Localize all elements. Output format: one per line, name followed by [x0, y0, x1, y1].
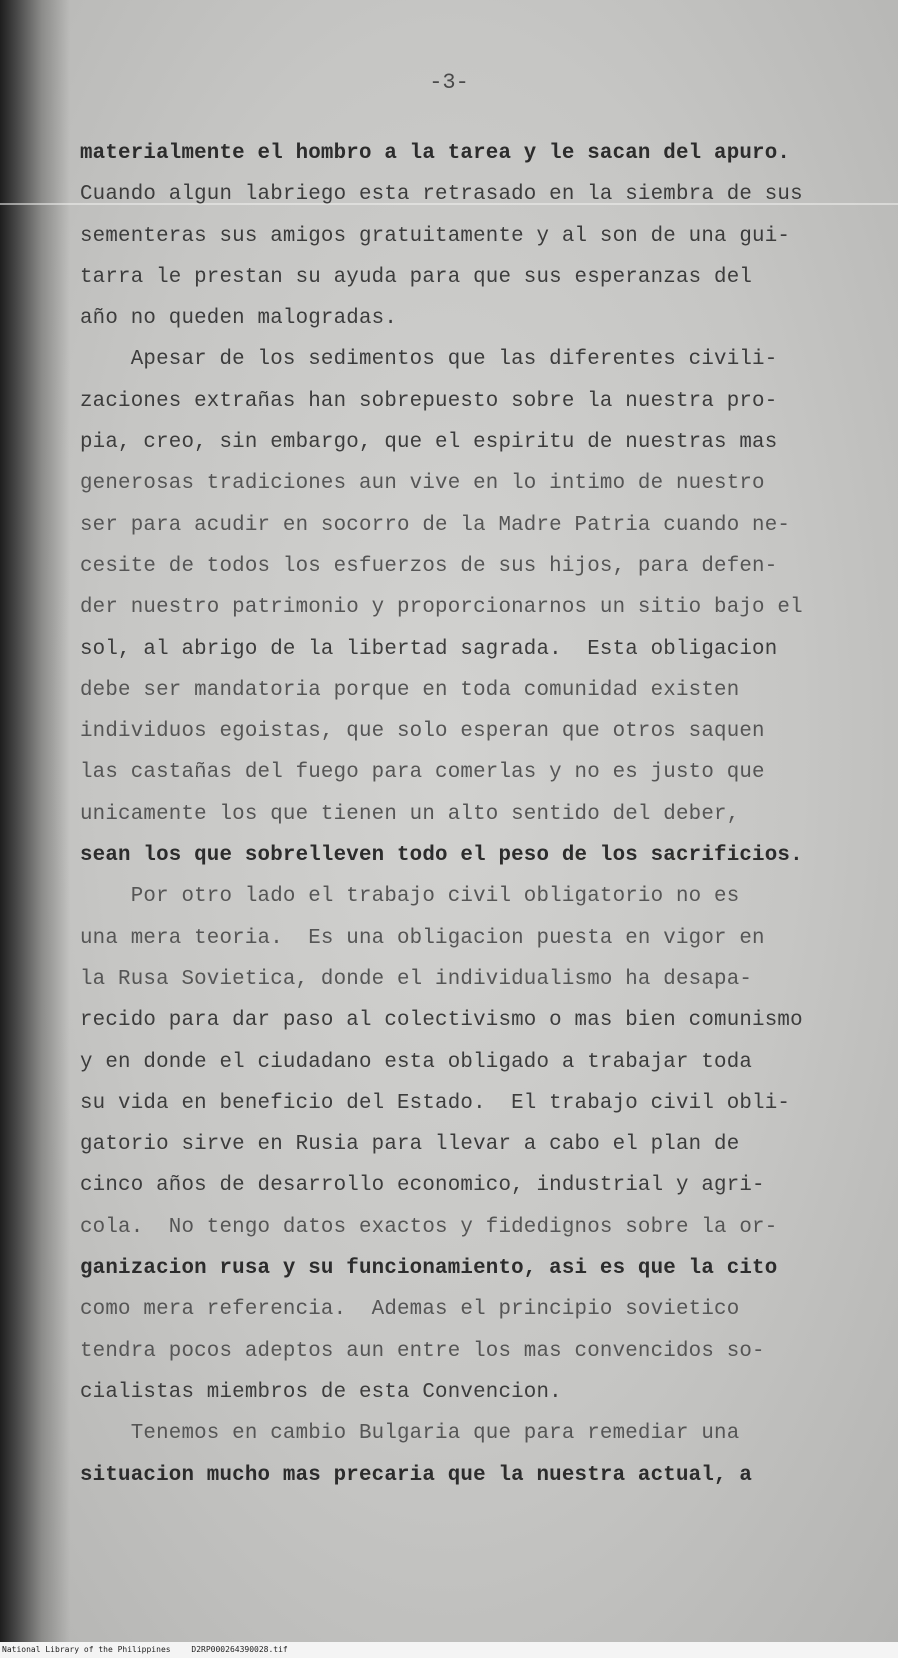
text-line: zaciones extrañas han sobrepuesto sobre la nuestra pro-: [80, 389, 778, 413]
text-line: cialistas miembros de esta Convencion.: [80, 1380, 562, 1404]
text-line: Cuando algun labriego esta retrasado en la siembra de sus: [80, 183, 803, 207]
text-line: y en donde el ciudadano esta obligado a trabajar toda: [80, 1050, 753, 1074]
text-line: situacion mucho mas precaria que la nuestra actual, a: [80, 1463, 753, 1487]
text-line: su vida en beneficio del Estado. El trabajo civil obli-: [80, 1091, 791, 1115]
text-line: Por otro lado el trabajo civil obligatorio no es: [80, 885, 740, 909]
text-line: las castañas del fuego para comerlas y no es justo que: [80, 761, 765, 785]
text-line: sementeras sus amigos gratuitamente y al son de una gui-: [80, 224, 791, 248]
text-line: una mera teoria. Es una obligacion puesta en vigor en: [80, 926, 765, 950]
text-line: como mera referencia. Ademas el principio sovietico: [80, 1298, 740, 1322]
scan-shadow-edge: [0, 0, 70, 1642]
text-line: generosas tradiciones aun vive en lo intimo de nuestro: [80, 472, 765, 496]
text-line: cola. No tengo datos exactos y fidedignos sobre la or-: [80, 1215, 778, 1239]
text-line: cesite de todos los esfuerzos de sus hijos, para defen-: [80, 554, 778, 578]
text-line: Apesar de los sedimentos que las diferentes civili-: [80, 348, 778, 372]
text-line: sol, al abrigo de la libertad sagrada. Esta obligacion: [80, 637, 778, 661]
footer-library: National Library of the Philippines: [2, 1645, 171, 1654]
text-line: año no queden malogradas.: [80, 307, 398, 331]
text-line: unicamente los que tienen un alto sentido del deber,: [80, 802, 740, 826]
page-number: -3-: [429, 70, 469, 95]
text-line: ganizacion rusa y su funcionamiento, asi es que la cito: [80, 1257, 778, 1281]
document-body: [80, 133, 840, 1496]
text-line: recido para dar paso al colectivismo o mas bien comunismo: [80, 1009, 803, 1033]
text-line: tarra le prestan su ayuda para que sus esperanzas del: [80, 265, 753, 289]
text-line: Tenemos en cambio Bulgaria que para remediar una: [80, 1422, 740, 1446]
text-line: tendra pocos adeptos aun entre los mas convencidos so-: [80, 1339, 765, 1363]
text-line: cinco años de desarrollo economico, industrial y agri-: [80, 1174, 765, 1198]
text-line: der nuestro patrimonio y proporcionarnos un sitio bajo el: [80, 596, 803, 620]
text-line: gatorio sirve en Rusia para llevar a cabo el plan de: [80, 1133, 740, 1157]
scan-footer: [0, 1642, 898, 1658]
text-line: pia, creo, sin embargo, que el espiritu de nuestras mas: [80, 431, 778, 455]
text-line: debe ser mandatoria porque en toda comunidad existen: [80, 678, 740, 702]
text-line: ser para acudir en socorro de la Madre Patria cuando ne-: [80, 513, 791, 537]
text-line: sean los que sobrelleven todo el peso de los sacrificios.: [80, 844, 803, 868]
text-line: materialmente el hombro a la tarea y le sacan del apuro.: [80, 142, 791, 165]
footer-filename: D2RP000264390028.tif: [191, 1645, 288, 1654]
text-line: la Rusa Sovietica, donde el individualismo ha desapa-: [80, 967, 753, 991]
text-line: individuos egoistas, que solo esperan que otros saquen: [80, 720, 765, 744]
